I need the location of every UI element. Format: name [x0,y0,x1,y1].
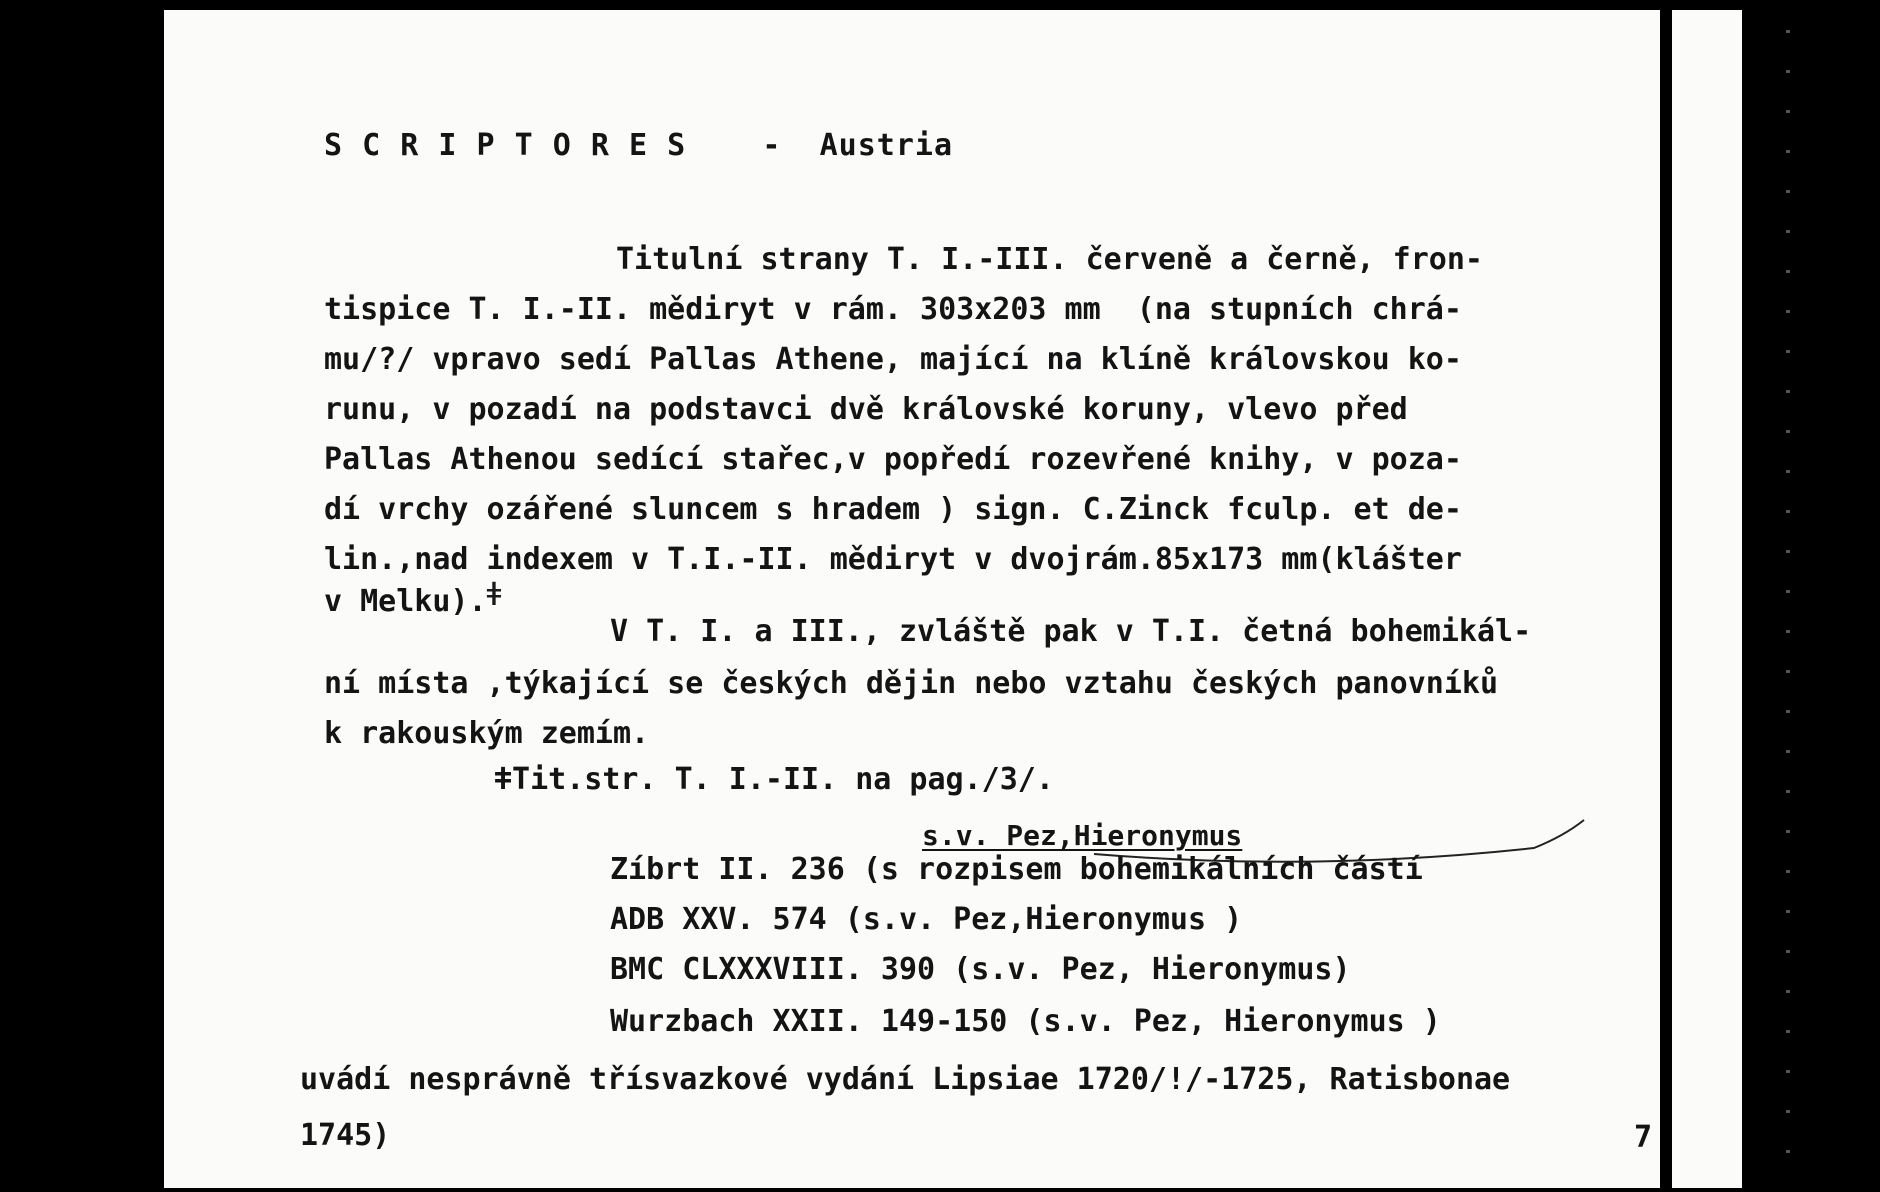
card-heading [324,128,953,164]
page-number: 7 [1634,1120,1653,1155]
body-line-1: Titulní strany T. I.-III. červeně a černě, fron- [616,242,1483,277]
reference-zibrt: Zíbrt II. 236 (s rozpisem bohemikálních částí [610,852,1423,887]
reference-adb: ADB XXV. 574 (s.v. Pez,Hieronymus ) [610,902,1243,937]
footnote-line: ǂTit.str. T. I.-II. na pag./3/. [494,762,1054,797]
body-line-3: mu/?/ vpravo sedí Pallas Athene, mající na klíně královskou ko- [324,342,1462,377]
scanner-edge-bar [1660,0,1672,1192]
heading-title: S C R I P T O R E S [324,128,687,163]
body-line-9: V T. I. a III., zvláště pak v T.I. četná bohemikál- [610,614,1532,649]
reference-bmc: BMC CLXXXVIII. 390 (s.v. Pez, Hieronymus) [610,952,1351,987]
body-line-8-text: v Melku). [324,584,487,619]
closing-line-1: uvádí nesprávně třísvazkové vydání Lipsiae 1720/!/-1725, Ratisbonae [300,1062,1511,1097]
handwritten-insert: s.v. Pez,Hieronymus [922,819,1243,852]
reference-wurzbach: Wurzbach XXII. 149-150 (s.v. Pez, Hieronymus ) [610,1004,1441,1039]
closing-line-2: 1745) [300,1118,391,1153]
body-line-2: tispice T. I.-II. mědiryt v rám. 303x203 mm (na stupních chrá- [324,292,1462,327]
heading-dash: - [762,128,782,163]
body-line-10: ní místa ,týkající se českých dějin nebo vztahu českých panovníků [324,666,1498,701]
body-line-6: dí vrchy ozářené sluncem s hradem ) sign. C.Zinck fculp. et de- [324,492,1462,527]
body-line-8 [324,575,502,620]
body-line-11: k rakouským zemím. [324,716,650,751]
body-line-5: Pallas Athenou sedící stařec,v popředí rozevřené knihy, v poza- [324,442,1462,477]
heading-region: Austria [819,128,954,163]
body-line-7: lin.,nad indexem v T.I.-II. mědiryt v dvojrám.85x173 mm(klášter [324,542,1462,577]
handwritten-cross-mark: ǂ [486,575,502,613]
scanner-edge-dots [1786,30,1790,1160]
catalog-card [164,10,1742,1188]
body-line-4: runu, v pozadí na podstavci dvě královské koruny, vlevo před [324,392,1408,427]
